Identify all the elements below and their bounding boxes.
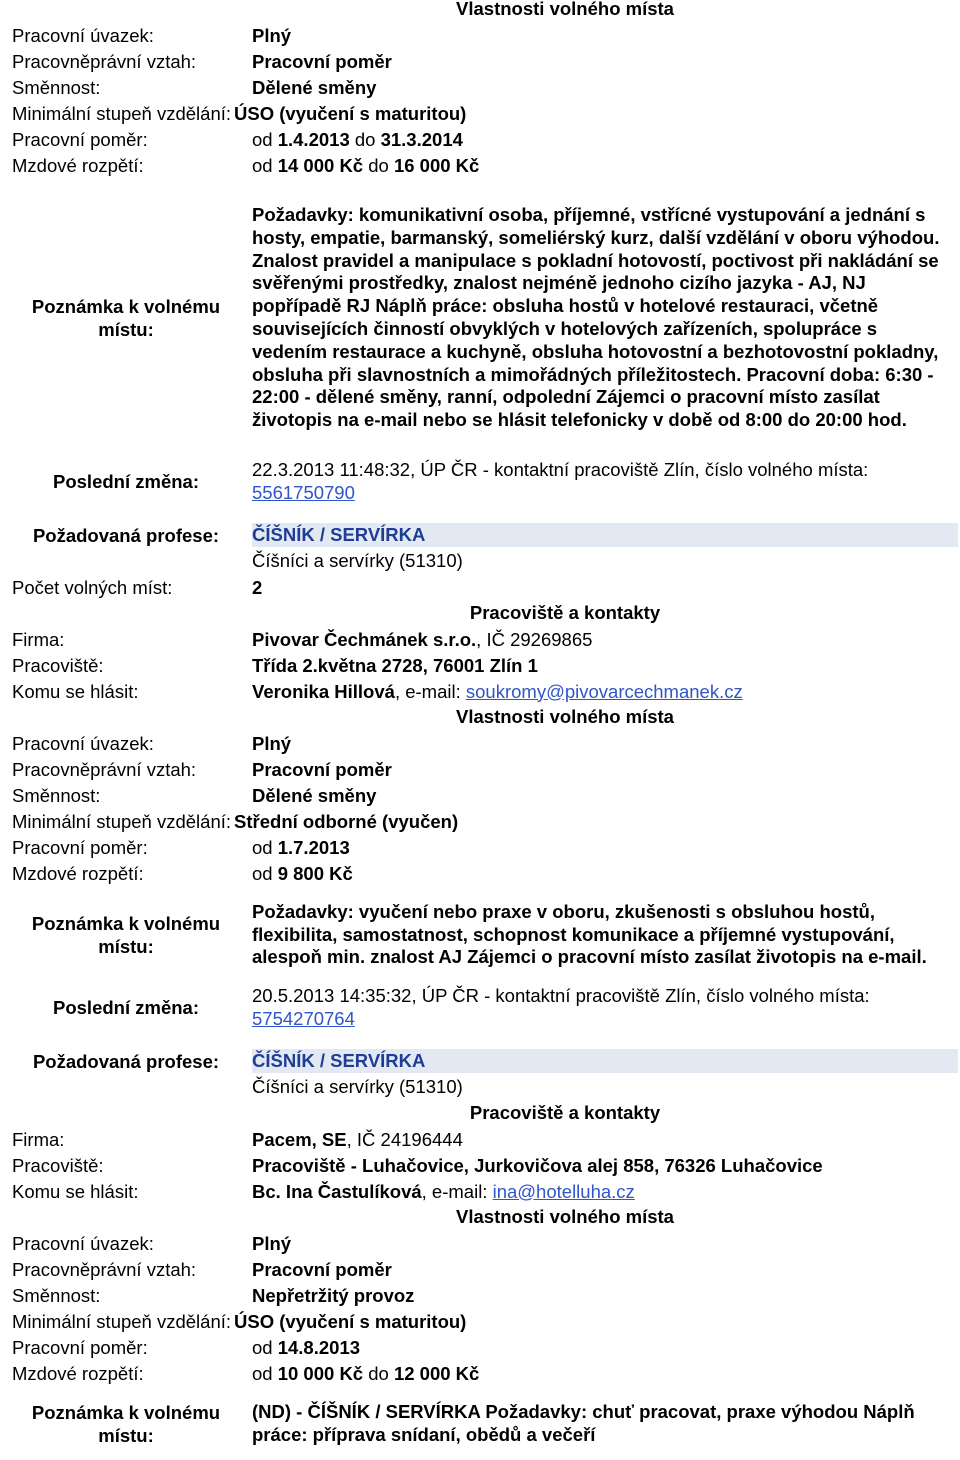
email-link[interactable]: soukromy@pivovarcechmanek.cz [465, 680, 743, 702]
label: Poslední změna: [53, 996, 199, 1018]
label: Směnnost: [12, 784, 101, 806]
label: Pracovní úvazek: [12, 732, 154, 754]
row-vacancy-count [0, 574, 960, 600]
row-last-change [0, 458, 960, 504]
value: Dělené směny [252, 76, 377, 98]
value: ÚSO (vyučení s maturitou) [234, 102, 467, 124]
row-last-change [0, 984, 960, 1030]
value: Plný [252, 1232, 292, 1254]
label: Komu se hlásit: [12, 1180, 139, 1202]
value: od 1.4.2013 do 31.3.2014 [252, 128, 463, 150]
label: Minimální stupeň vzdělání: [12, 1310, 232, 1332]
row-firm [0, 1126, 960, 1152]
profession-code: Číšníci a servírky (51310) [252, 1076, 463, 1097]
row-employment-relation [0, 48, 960, 74]
row-workplace [0, 652, 960, 678]
label: Pracovní poměr: [12, 836, 148, 858]
vacancy-number-link[interactable]: 5561750790 [252, 482, 355, 503]
profession-value: ČÍŠNÍK / SERVÍRKA [252, 1049, 958, 1073]
value: Střední odborné (vyučen) [234, 810, 459, 832]
label: Pracovněprávní vztah: [12, 1258, 197, 1280]
label: Minimální stupeň vzdělání: [12, 810, 232, 832]
value: Pracovní poměr [252, 758, 392, 780]
label: Pracoviště: [12, 654, 104, 676]
value: Pracovní poměr [252, 50, 392, 72]
row-profession [0, 522, 960, 548]
row-period [0, 1334, 960, 1360]
label: Pracovní úvazek: [12, 24, 154, 46]
section-heading-contacts: Pracoviště a kontakty [469, 602, 661, 623]
value: 2 [252, 576, 263, 598]
row-note [0, 888, 960, 982]
value: Plný [252, 732, 292, 754]
label: Minimální stupeň vzdělání: [12, 102, 232, 124]
label: Požadovaná profese: [32, 1050, 220, 1072]
label: Pracovněprávní vztah: [12, 50, 197, 72]
label: Směnnost: [12, 1284, 101, 1306]
profession-code: Číšníci a servírky (51310) [252, 550, 463, 571]
row-firm [0, 626, 960, 652]
value: Pivovar Čechmánek s.r.o., IČ 29269865 [252, 628, 593, 650]
row-salary [0, 860, 960, 886]
value: od 9 800 Kč [252, 862, 353, 884]
row-salary [0, 1360, 960, 1386]
label: Pracoviště: [12, 1154, 104, 1176]
note-text: (ND) - ČÍŠNÍK / SERVÍRKA Požadavky: chuť pracovat, praxe výhodou Náplň práce: příprava snídaní, obědů a večeří [252, 1401, 915, 1445]
value: od 14.8.2013 [252, 1336, 361, 1358]
row-workload [0, 1230, 960, 1256]
row-education [0, 808, 960, 834]
value: Veronika Hillová, e-mail: soukromy@pivovarcechmanek.cz [252, 680, 743, 702]
value: Třída 2.května 2728, 76001 Zlín 1 [252, 654, 538, 676]
label: Pracovní poměr: [12, 128, 148, 150]
row-profession [0, 1048, 960, 1074]
row-salary [0, 152, 960, 178]
vacancy-number-link[interactable]: 5754270764 [252, 1008, 355, 1029]
row-shifts [0, 1282, 960, 1308]
email-link[interactable]: ina@hotelluha.cz [492, 1180, 635, 1202]
row-contact [0, 1178, 960, 1204]
value: 22.3.2013 11:48:32, ÚP ČR - kontaktní pracoviště Zlín, číslo volného místa: 5561750790 [252, 459, 869, 503]
label: Pracovněprávní vztah: [12, 758, 197, 780]
label: Směnnost: [12, 76, 101, 98]
row-workload [0, 22, 960, 48]
row-workplace [0, 1152, 960, 1178]
label: Mzdové rozpětí: [12, 862, 144, 884]
profession-value: ČÍŠNÍK / SERVÍRKA [252, 523, 958, 547]
row-period [0, 126, 960, 152]
note-text: Požadavky: komunikativní osoba, příjemné, vstřícné vystupování a jednání s hosty, empatie, barmanský, someliérský kurz, další vzdělání v oboru výhodou. Znalost pravidel a manipulace s pokladní hotovostí, poctivost při nakládání se svěřenými prostředky, znalost nejméně jednoho cizího jazyka - AJ, NJ popřípadě RJ Náplň práce: obsluha hostů v hotelové restauraci, včetně souvisejících činností obvyklých v hotelových zařízeních, spolupráce s vedením restaurace a kuchyně, obsluha hotovostní a bezhotovostní pokladny, obsluha při slavnostních a mimořádných příležitostech. Pracovní doba: 6:30 - 22:00 - dělené směny, ranní, odpolední Zájemci o pracovní místo zasílat životopis na e-mail nebo se hlásit telefonicky v době od 8:00 do 20:00 hod. [252, 204, 940, 431]
label: Poslední změna: [53, 470, 199, 492]
row-employment-relation [0, 756, 960, 782]
label: Poznámka k volnému místu: [31, 913, 221, 957]
value: Nepřetržitý provoz [252, 1284, 415, 1306]
value: 20.5.2013 14:35:32, ÚP ČR - kontaktní pracoviště Zlín, číslo volného místa: 5754270764 [252, 985, 870, 1029]
label: Komu se hlásit: [12, 680, 139, 702]
row-shifts [0, 74, 960, 100]
section-heading-properties: Vlastnosti volného místa [456, 0, 674, 19]
value: Bc. Ina Častulíková, e-mail: ina@hotelluha.cz [252, 1180, 635, 1202]
value: Pracovní poměr [252, 1258, 392, 1280]
row-shifts [0, 782, 960, 808]
section-heading-contacts: Pracoviště a kontakty [469, 1102, 661, 1123]
label: Mzdové rozpětí: [12, 154, 144, 176]
label: Mzdové rozpětí: [12, 1362, 144, 1384]
section-heading-properties: Vlastnosti volného místa [456, 706, 674, 727]
row-note [0, 1388, 960, 1460]
label: Poznámka k volnému místu: [31, 296, 221, 340]
label: Požadovaná profese: [32, 524, 220, 546]
label: Počet volných míst: [12, 576, 173, 598]
value: Plný [252, 24, 292, 46]
value: Pracoviště - Luhačovice, Jurkovičova alej 858, 76326 Luhačovice [252, 1154, 823, 1176]
note-text: Požadavky: vyučení nebo praxe v oboru, zkušenosti s obsluhou hostů, flexibilita, samostatnost, schopnost komunikace a příjemné vystupování, alespoň min. znalost AJ Zájemci o pracovní místo zasílat životopis na e-mail. [252, 900, 927, 968]
value: od 1.7.2013 [252, 836, 350, 858]
value: Pacem, SE, IČ 24196444 [252, 1128, 463, 1150]
value: od 10 000 Kč do 12 000 Kč [252, 1362, 480, 1384]
row-note [0, 180, 960, 456]
label: Poznámka k volnému místu: [31, 1402, 221, 1446]
section-heading-properties: Vlastnosti volného místa [456, 1206, 674, 1227]
value: ÚSO (vyučení s maturitou) [234, 1310, 467, 1332]
row-education [0, 1308, 960, 1334]
row-contact [0, 678, 960, 704]
row-workload [0, 730, 960, 756]
label: Pracovní poměr: [12, 1336, 148, 1358]
value: od 14 000 Kč do 16 000 Kč [252, 154, 480, 176]
value: Dělené směny [252, 784, 377, 806]
label: Firma: [12, 1128, 65, 1150]
row-period [0, 834, 960, 860]
label: Firma: [12, 628, 65, 650]
row-education [0, 100, 960, 126]
row-employment-relation [0, 1256, 960, 1282]
label: Pracovní úvazek: [12, 1232, 154, 1254]
